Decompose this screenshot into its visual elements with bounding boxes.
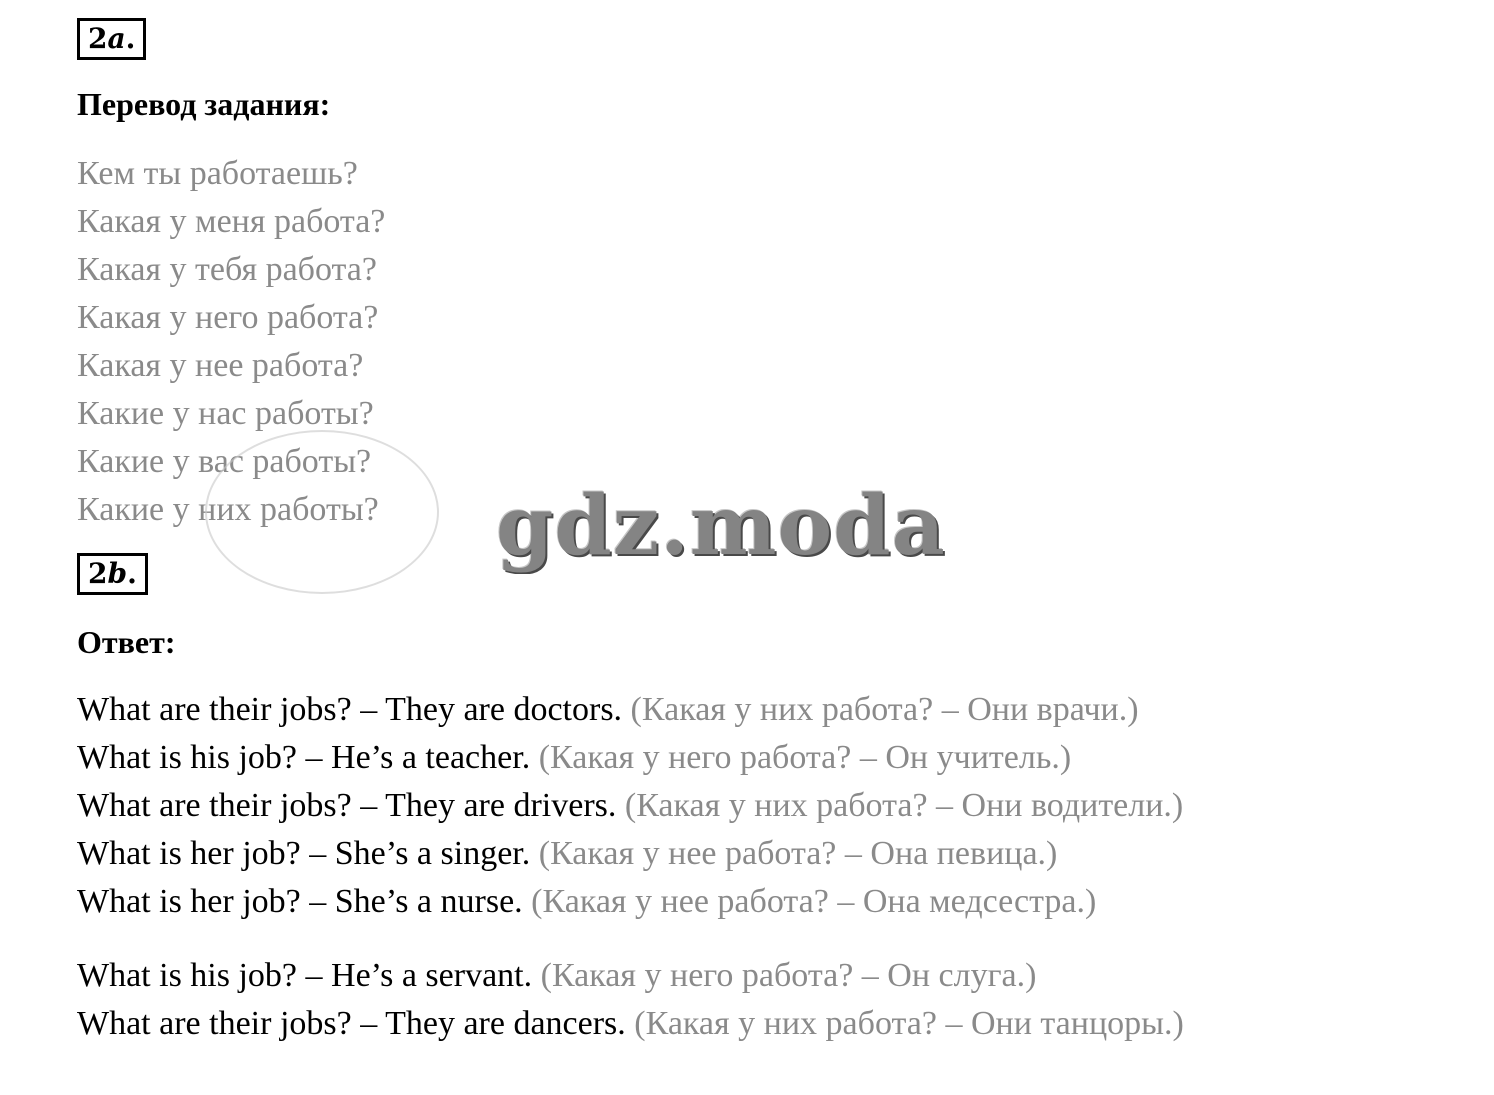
answer-line: What are their jobs? – They are drivers. (Какая у них работа? – Они водители.)	[77, 787, 1184, 824]
translation-line: Какая у нее работа?	[77, 347, 364, 384]
translation-line: Какие у них работы?	[77, 491, 379, 528]
answer-list	[77, 686, 1183, 926]
translation-line: Какие у нас работы?	[77, 395, 374, 432]
answer-line: What is his job? – He’s a servant. (Какая у него работа? – Он слуга.)	[77, 957, 1037, 994]
answer-line: What is her job? – She’s a singer. (Какая у нее работа? – Она певица.)	[77, 835, 1058, 872]
answer-line: What are their jobs? – They are dancers. (Какая у них работа? – Они танцоры.)	[77, 1005, 1184, 1042]
watermark-ring	[205, 430, 439, 594]
translation-line: Какая у меня работа?	[77, 203, 386, 240]
translation-line: Какие у вас работы?	[77, 443, 372, 480]
translation-line: Какая у него работа?	[77, 299, 379, 336]
answer-line: What is her job? – She’s a nurse. (Какая у нее работа? – Она медсестра.)	[77, 883, 1097, 920]
exercise-label-2a: 2a.	[77, 18, 146, 60]
exercise-label-2b: 2b.	[77, 553, 148, 595]
translation-line: Кем ты работаешь?	[77, 155, 358, 192]
translation-line: Какая у тебя работа?	[77, 251, 377, 288]
answer-line: What are their jobs? – They are doctors. (Какая у них работа? – Они врачи.)	[77, 691, 1139, 728]
answer-list-extra	[77, 952, 1184, 1048]
watermark-logo: gdz.moda	[496, 478, 946, 574]
answer-heading: Ответ:	[77, 624, 176, 660]
translation-heading: Перевод задания:	[77, 86, 331, 122]
answer-line: What is his job? – He’s a teacher. (Какая у него работа? – Он учитель.)	[77, 739, 1072, 776]
